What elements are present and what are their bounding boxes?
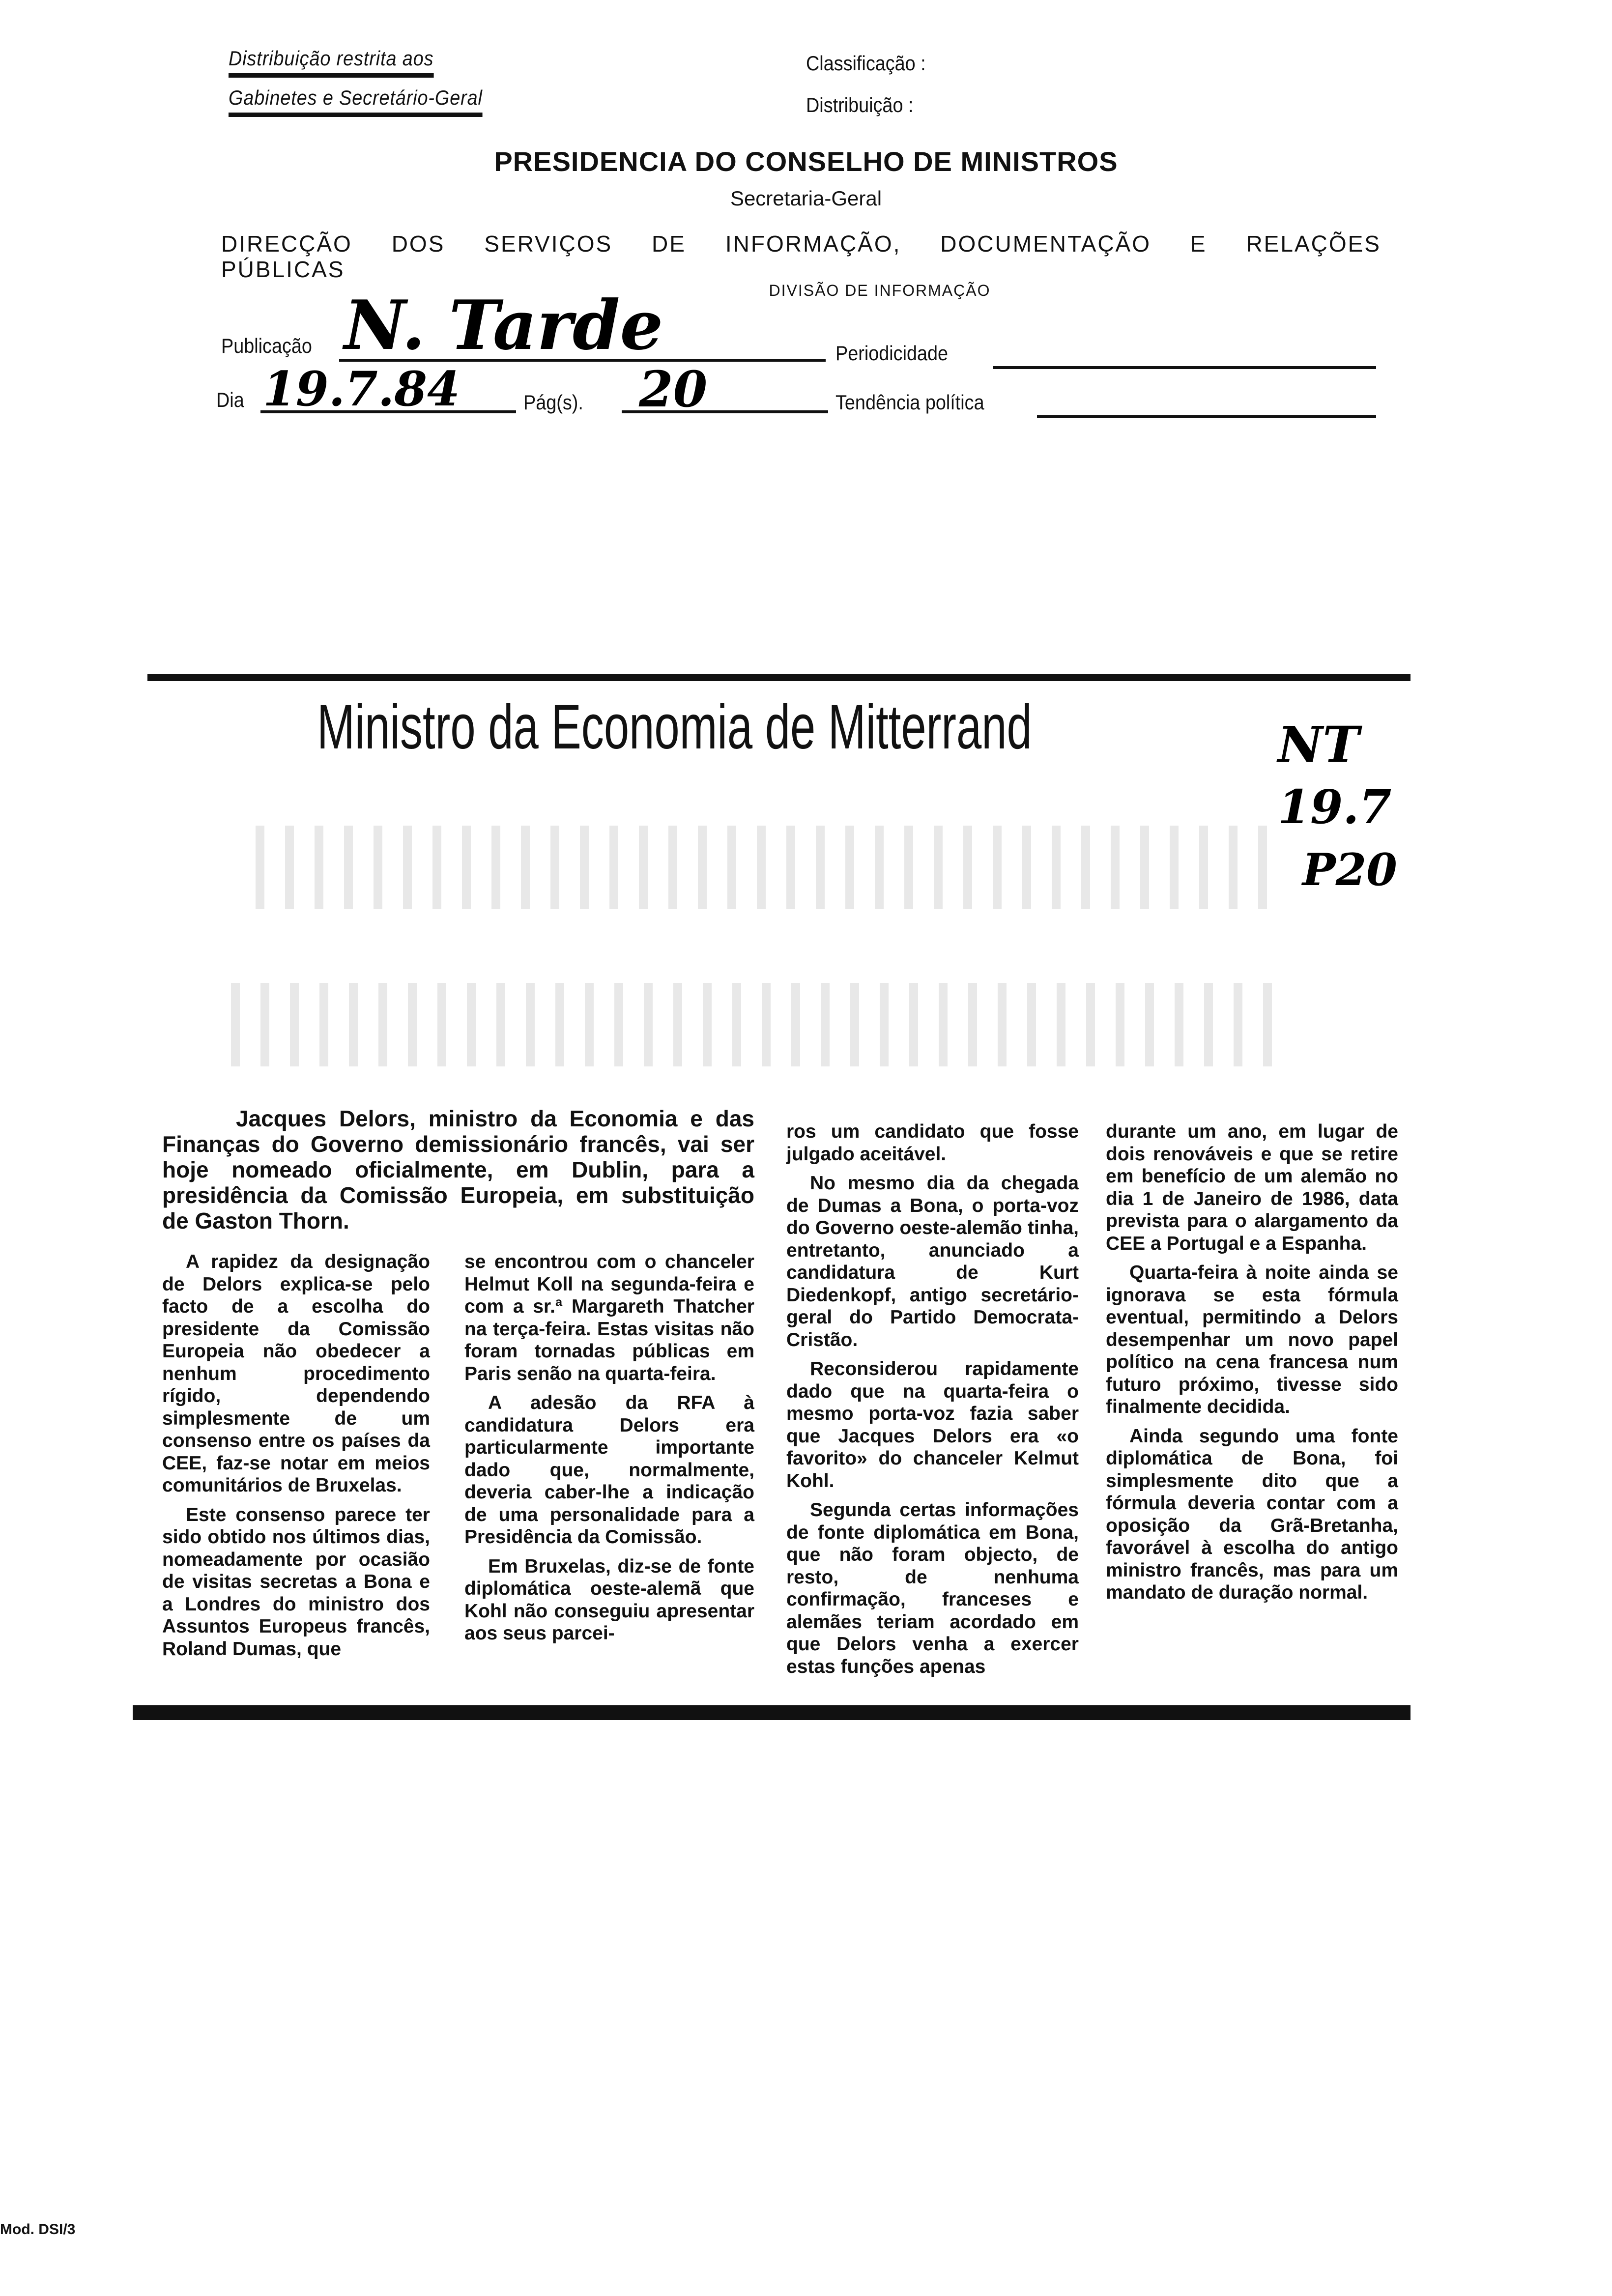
periodicidade-field-line [993, 366, 1376, 369]
article-column-2 [464, 1251, 754, 1652]
article-lead: Jacques Delors, ministro da Economia e das Finanças do Governo demissionário francês, vai ser hoje nomeado oficialmente, em Dublin, para a presidência da Comissão Europeia, em substituição de Gaston Thorn. [162, 1106, 754, 1234]
paragraph: Reconsiderou rapidamente dado que na quarta-feira o mesmo porta-voz fazia saber que Jacques Delors era «o favorito» do chanceler Kelmut Kohl. [786, 1358, 1079, 1492]
article-column-1 [162, 1251, 430, 1667]
paragraph: A rapidez da designação de Delors explica-se pelo facto de a escolha do presidente da Comissão Europeia não obedecer a nenhum procedimento rígido, dependendo simplesmente de um consenso entre os países da CEE, faz-se notar em meios comunitários de Bruxelas. [162, 1251, 430, 1496]
paragraph: Quarta-feira à noite ainda se ignorava se esta fórmula eventual, permitindo a Delors desempenhar um novo papel político na cena francesa num futuro próximo, tivesse sido finalmente decidida. [1106, 1262, 1398, 1417]
direccao-title: DIRECÇÃO DOS SERVIÇOS DE INFORMAÇÃO, DOCUMENTAÇÃO E RELAÇÕES PÚBLICAS [221, 231, 1381, 282]
tendencia-field-line [1037, 415, 1376, 418]
faded-subheadline-line2 [231, 983, 1283, 1066]
dia-label: Dia [216, 388, 244, 411]
paragraph: ros um candidato que fosse julgado aceitável. [786, 1121, 1079, 1165]
org-title: PRESIDENCIA DO CONSELHO DE MINISTROS [494, 146, 1118, 177]
paragraph: Este consenso parece ter sido obtido nos últimos dias, nomeadamente por ocasião de visitas secretas a Bona e a Londres do ministro dos Assuntos Europeus francês, Roland Dumas, que [162, 1504, 430, 1660]
paragraph: No mesmo dia da chegada de Dumas a Bona, o porta-voz do Governo oeste-alemão tinha, entretanto, anunciado a candidatura de Kurt Diedenkopf, antigo secretário-geral do Partido Democrata-Cristão. [786, 1173, 1079, 1350]
distribuicao-label: Distribuição : [806, 93, 914, 116]
faded-subheadline-line1 [256, 826, 1268, 909]
annotation-date: 19.7 [1278, 780, 1392, 834]
article-bottom-rule [133, 1705, 1410, 1720]
article-headline: Ministro da Economia de Mitterrand [317, 692, 1032, 762]
publicacao-label: Publicação [221, 334, 312, 357]
divisao-title: DIVISÃO DE INFORMAÇÃO [769, 282, 991, 299]
paragraph: durante um ano, em lugar de dois renováveis e que se retire em benefício de um alemão no dia 1 de Janeiro de 1986, data prevista para o alargamento da CEE a Portugal e a Espanha. [1106, 1121, 1398, 1254]
pags-handwritten: 20 [639, 360, 708, 418]
annotation-page: P20 [1302, 844, 1397, 896]
article-column-4 [1106, 1120, 1398, 1611]
article-column-3 [786, 1120, 1079, 1685]
dia-handwritten: 19.7.84 [263, 361, 460, 417]
article-top-rule [147, 674, 1410, 681]
classificacao-label: Classificação : [806, 52, 926, 75]
paragraph: A adesão da RFA à candidatura Delors era particularmente importante dado que, normalmente, deveria caber-lhe a indicação de uma personalidade para a Presidência da Comissão. [464, 1392, 754, 1548]
paragraph: Segunda certas informações de fonte diplomática em Bona, que não foram objecto, de resto, de nenhuma confirmação, franceses e alemães teriam acordado em que Delors venha a exercer estas funções apenas [786, 1499, 1079, 1677]
paragraph: Em Bruxelas, diz-se de fonte diplomática oeste-alemã que Kohl não conseguiu apresentar aos seus parcei- [464, 1555, 754, 1644]
paragraph: se encontrou com o chanceler Helmut Koll na segunda-feira e com a sr.ª Margareth Thatcher na terça-feira. Estas visitas não foram tornadas públicas em Paris senão na quarta-feira. [464, 1251, 754, 1384]
pags-label: Pág(s). [523, 391, 583, 414]
annotation-nt: NT [1278, 716, 1359, 774]
restricted-distribution-line2: Gabinetes e Secretário-Geral [229, 86, 483, 117]
publicacao-handwritten: N. Tarde [344, 285, 663, 365]
org-subtitle: Secretaria-Geral [730, 187, 882, 210]
tendencia-label: Tendência política [835, 391, 984, 414]
restricted-distribution-line1: Distribuição restrita aos [229, 47, 433, 78]
periodicidade-label: Periodicidade [835, 342, 949, 365]
paragraph: Ainda segundo uma fonte diplomática de Bona, foi simplesmente dito que a fórmula deveria contar com a oposição da Grã-Bretanha, favorável à escolha do antigo ministro francês, mas para um mandato de duração normal. [1106, 1425, 1398, 1603]
form-code: Mod. DSI/3 [0, 2221, 76, 2238]
